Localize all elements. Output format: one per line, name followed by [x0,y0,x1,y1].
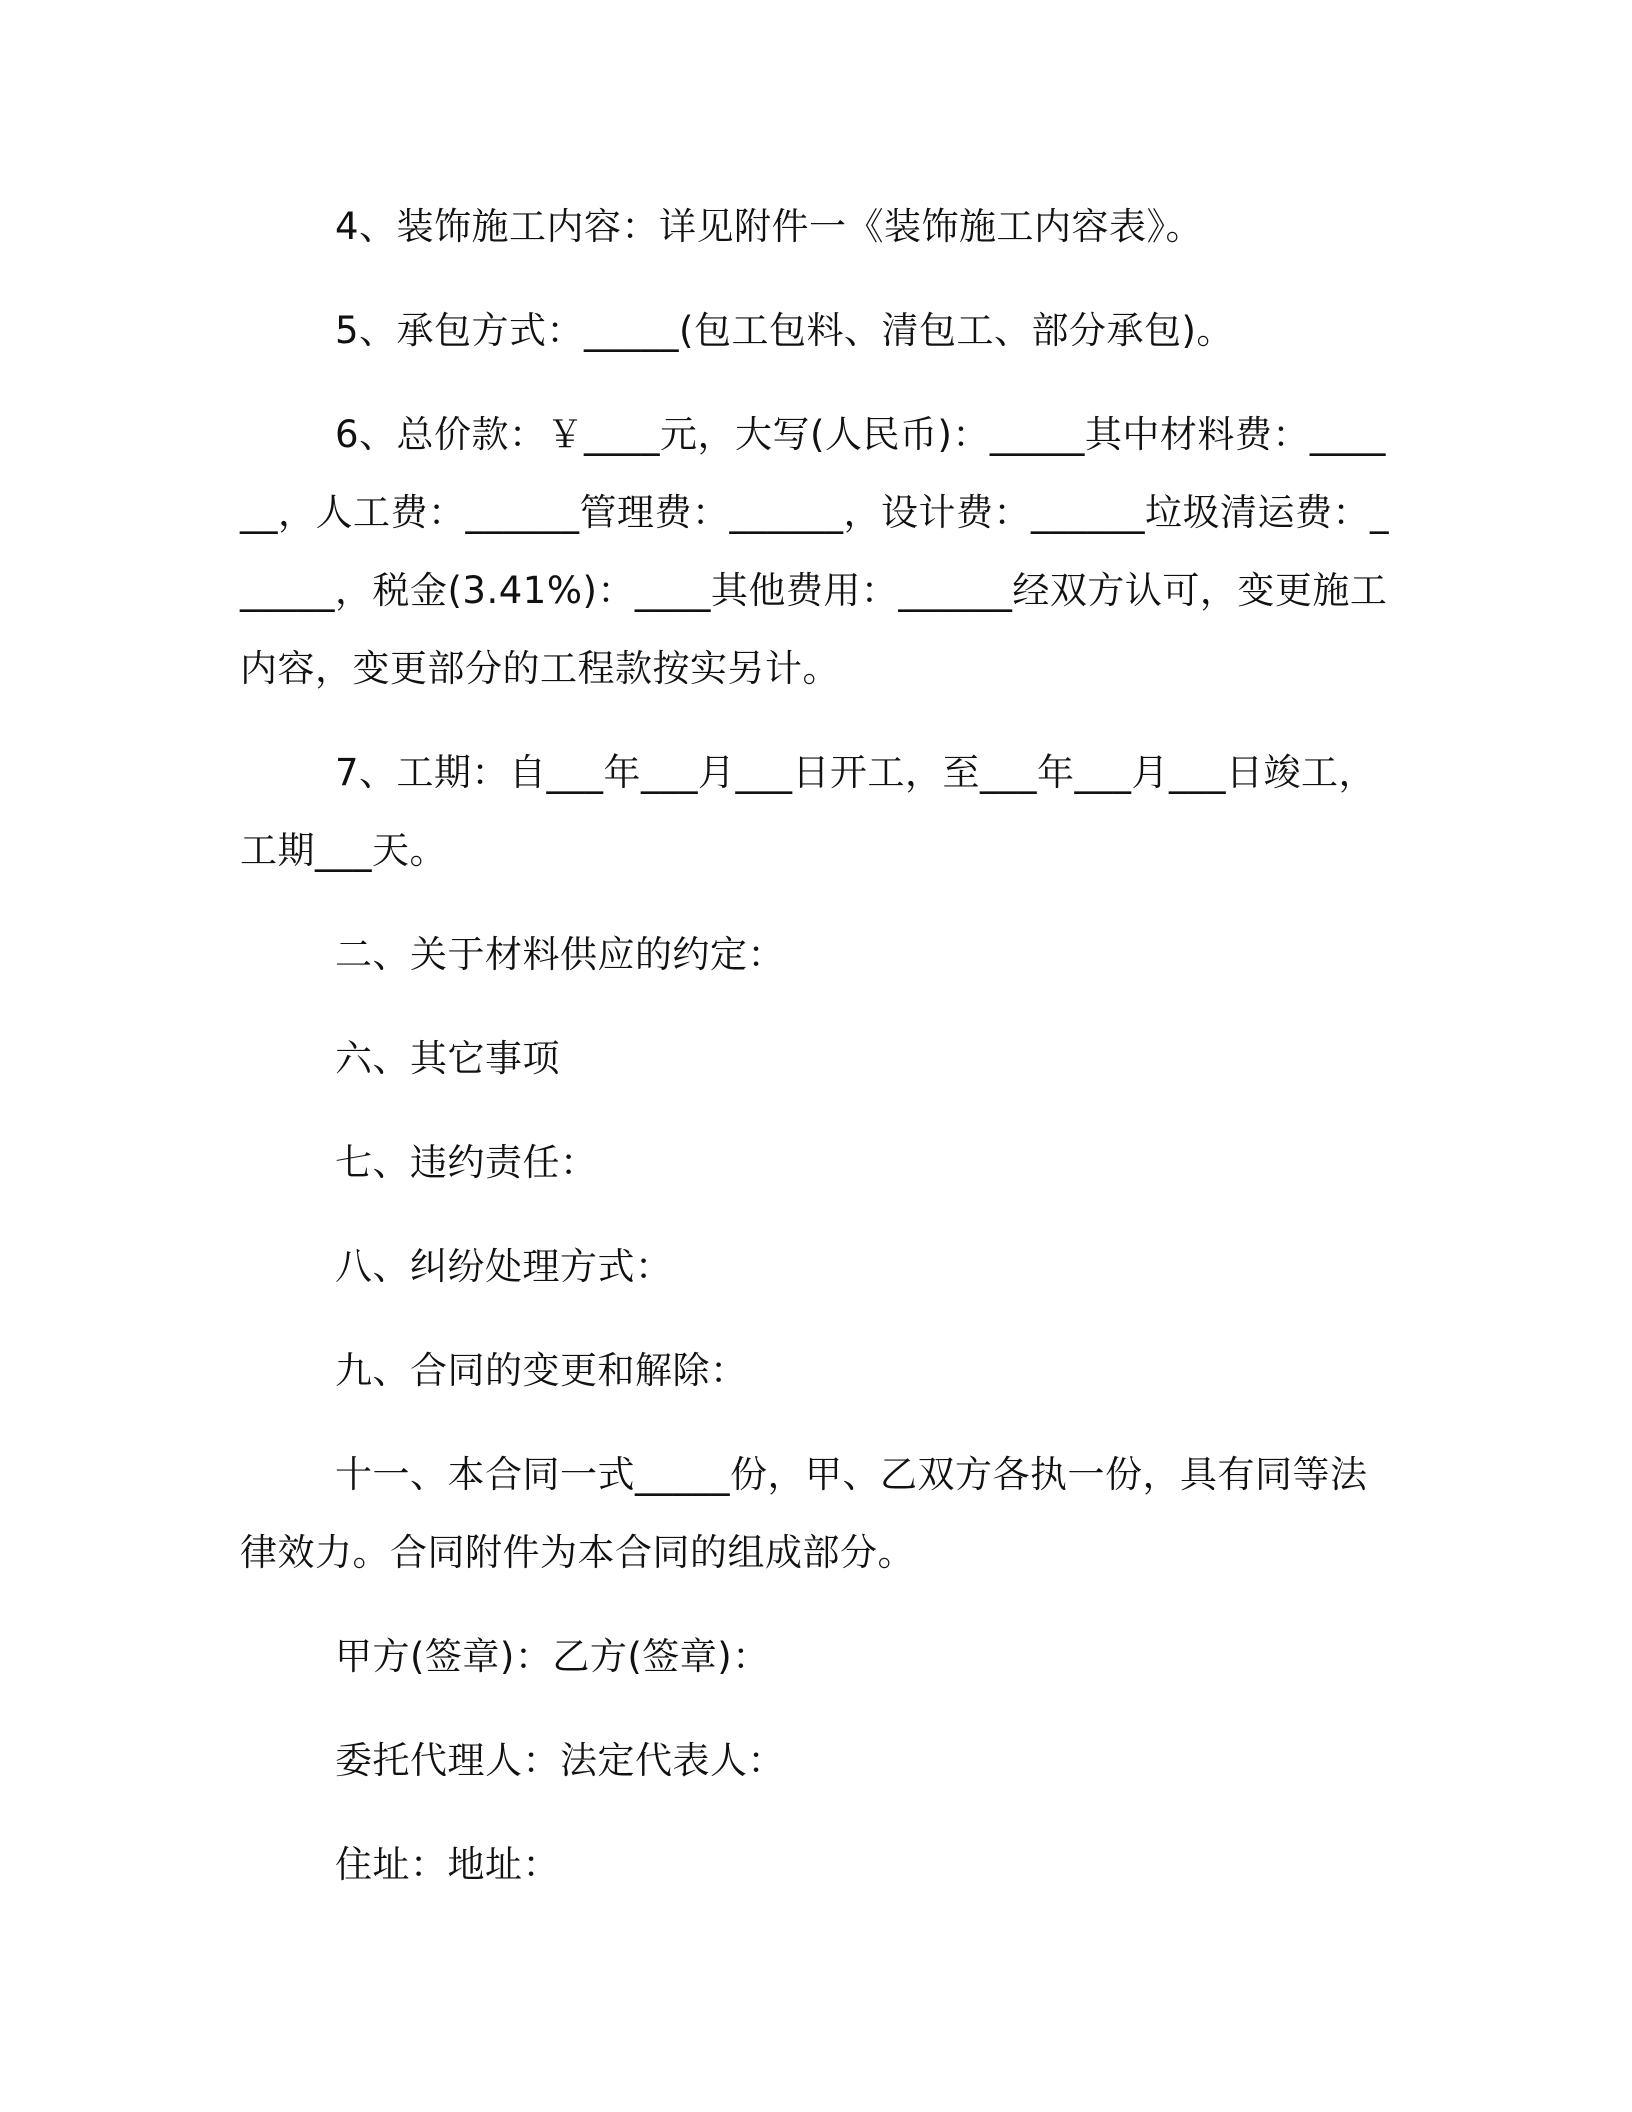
signature-parties: 甲方(签章)：乙方(签章)： [335,1635,770,1678]
heading-breach-liability: 七、违约责任： [335,1141,598,1184]
paragraph-decoration-content: 4、装饰施工内容：详见附件一《装饰施工内容表》。 [335,205,1204,248]
paragraph-total-price: 6、总价款：￥____元，大写(人民币)：_____其中材料费：______，人工费：______管理费：______，设计费：______垃圾清运费：______，税金(3.41%)：____其他费用：______经双方认可，变更施工内容，变更部分的工程款按实另计。 [240,413,1389,690]
paragraph-contract-copies: 十一、本合同一式_____份，甲、乙双方各执一份，具有同等法律效力。合同附件为本合同的组成部分。 [240,1453,1368,1574]
signature-representatives: 委托代理人：法定代表人： [335,1739,785,1782]
signature-addresses: 住址：地址： [335,1843,560,1886]
document-body [240,188,1390,1904]
paragraph-contract-method: 5、承包方式：_____(包工包料、清包工、部分承包)。 [335,309,1234,352]
paragraph-construction-period: 7、工期：自___年___月___日开工，至___年___月___日竣工，工期___天。 [240,751,1377,872]
heading-contract-change: 九、合同的变更和解除： [335,1349,748,1392]
heading-other-matters: 六、其它事项 [335,1037,560,1080]
heading-material-supply: 二、关于材料供应的约定： [335,933,785,976]
heading-dispute-resolution: 八、纠纷处理方式： [335,1245,673,1288]
